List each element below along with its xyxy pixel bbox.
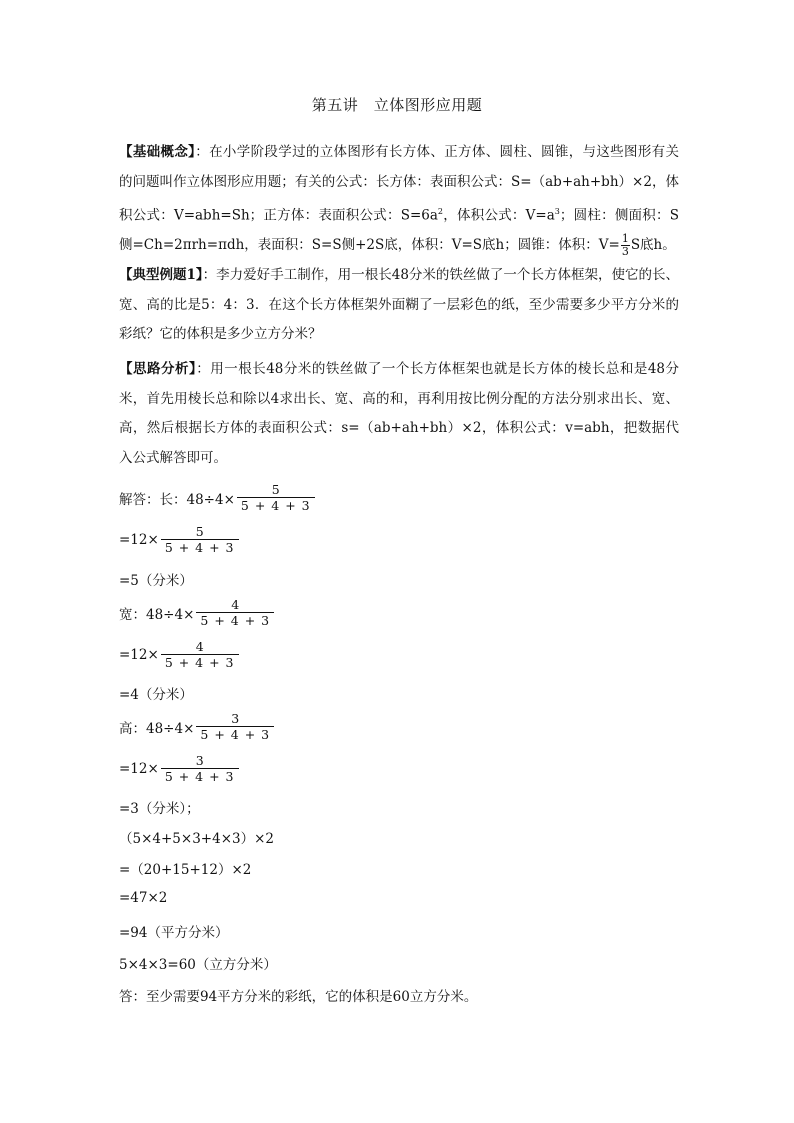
- example-paragraph: [119, 261, 679, 350]
- page-title: 第五讲 立体图形应用题: [311, 96, 483, 114]
- fraction-den: 5 + 4 + 3: [237, 497, 315, 513]
- solution-line-area-result: [119, 921, 229, 941]
- concept-fraction: [621, 233, 630, 258]
- fraction: [161, 753, 239, 784]
- solution-answer: [119, 985, 477, 1005]
- concept-text-2: ，体积公式：V=a: [443, 207, 555, 224]
- concept-sup-2: 3: [554, 207, 560, 216]
- solution-text: =4（分米）: [119, 687, 193, 703]
- analysis-label: 【思路分析】: [119, 361, 197, 377]
- solution-text: =5（分米）: [119, 573, 193, 589]
- concept-text-1: ：在小学阶段学过的立体图形有长方体、正方体、圆柱、圆锥，与这些图形有关的问题叫作立体图形应用题；有关的公式：长方体：表面积公式：S=（ab+ah+bh）×2，体积公式：V=abh=Sh；正方体：表面积公式：S=6a: [119, 144, 680, 224]
- concept-paragraph: [119, 138, 679, 261]
- fraction-num: 4: [195, 639, 204, 654]
- solution-line-area-1: [119, 827, 274, 847]
- concept-fraction-num: 1: [621, 232, 629, 245]
- solution-line-height-2: [119, 753, 241, 784]
- fraction-den: 5 + 4 + 3: [196, 612, 274, 628]
- solution-text: =94（平方分米）: [119, 925, 229, 941]
- fraction-num: 5: [195, 524, 204, 539]
- solution-line-length-result: [119, 569, 193, 589]
- solution-line-area-2: [119, 858, 251, 878]
- fraction-num: 4: [231, 597, 240, 612]
- solution-line-height: [119, 711, 276, 742]
- concept-label: 【基础概念】: [119, 144, 196, 160]
- solution-text: =12×: [119, 646, 159, 663]
- solution-text: 宽：48÷4×: [119, 606, 195, 623]
- solution-text: 5×4×3=60（立方分米）: [119, 957, 277, 973]
- solution-text: （5×4+5×3+4×3）×2: [119, 831, 274, 847]
- solution-line-length: [119, 482, 317, 513]
- solution-line-width-result: [119, 683, 193, 703]
- solution-line-width: [119, 597, 276, 628]
- concept-text-3: ；圆柱：侧面积：S侧=Ch=2πrh=πdh，表面积：S=S侧+2S底，体积：V=S底h；圆锥：体积：V=: [119, 207, 680, 253]
- fraction: [161, 639, 239, 670]
- analysis-text: ：用一根长48分米的铁丝做了一个长方体框架也就是长方体的棱长总和是48分米，首先用棱长总和除以4求出长、宽、高的和，再利用按比例分配的方法分别求出长、宽、高，然后根据长方体的表面积公式：s=（ab+ah+bh）×2，体积公式：v=abh，把数据代入公式解答即可。: [119, 361, 679, 466]
- solution-line-volume: [119, 953, 277, 973]
- solution-line-width-2: [119, 639, 241, 670]
- solution-text: =3（分米）；: [119, 801, 200, 817]
- fraction: [196, 711, 274, 742]
- solution-line-length-2: [119, 524, 241, 555]
- fraction: [196, 597, 274, 628]
- solution-text: 答：至少需要94平方分米的彩纸，它的体积是60立方分米。: [119, 989, 478, 1005]
- concept-text-4: S底h。: [630, 237, 676, 253]
- fraction-num: 3: [195, 753, 204, 768]
- solution-line-area-3: [119, 890, 167, 906]
- solution-text: 解答：长：48÷4×: [119, 491, 235, 508]
- solution-text: 高：48÷4×: [119, 720, 195, 737]
- analysis-paragraph: [119, 355, 679, 473]
- solution-line-height-result: [119, 797, 200, 817]
- solution-text: =（20+15+12）×2: [119, 862, 252, 878]
- solution-text: =12×: [119, 760, 159, 777]
- fraction-num: 5: [271, 482, 280, 497]
- fraction: [161, 524, 239, 555]
- fraction: [237, 482, 315, 513]
- concept-sup-1: 2: [437, 207, 444, 216]
- fraction-num: 3: [231, 711, 240, 726]
- example-text: ：李力爱好手工制作，用一根长48分米的铁丝做了一个长方体框架，使它的长、宽、高的比是5：4：3．在这个长方体框架外面糊了一层彩色的纸，至少需要多少平方分米的彩纸？它的体积是多少立方分米？: [119, 267, 679, 342]
- fraction-den: 5 + 4 + 3: [161, 654, 239, 670]
- solution-text: =12×: [119, 531, 159, 548]
- solution-text: =47×2: [119, 890, 168, 906]
- fraction-den: 5 + 4 + 3: [161, 768, 239, 784]
- fraction-den: 5 + 4 + 3: [161, 539, 239, 555]
- concept-fraction-den: 3: [621, 245, 629, 258]
- fraction-den: 5 + 4 + 3: [196, 726, 274, 742]
- example-label: 【典型例题1】: [119, 267, 203, 283]
